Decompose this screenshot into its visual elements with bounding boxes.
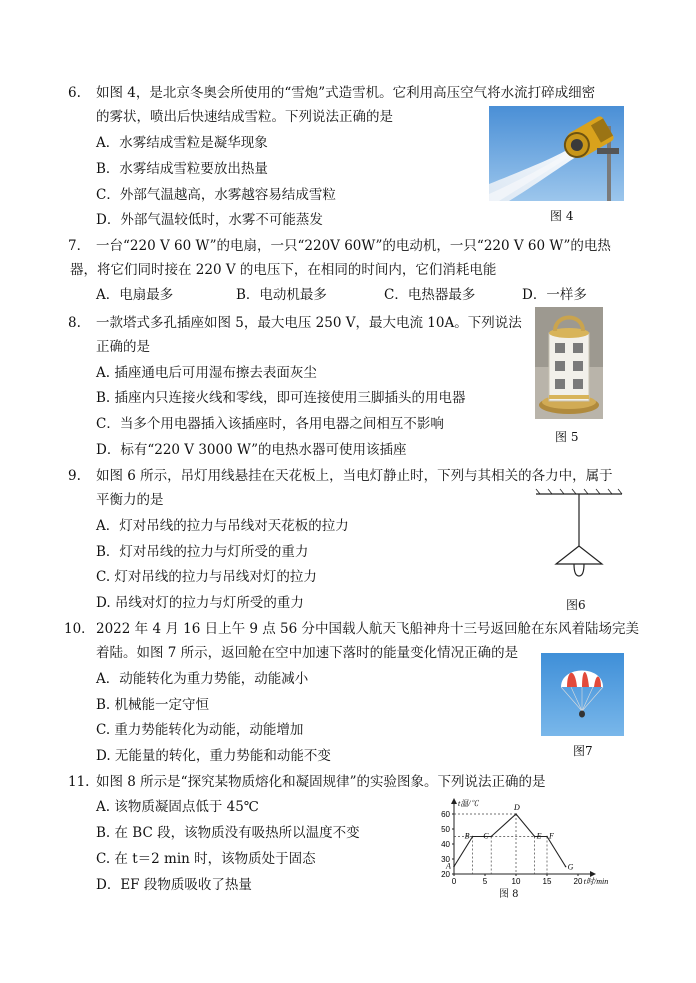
x-tick-label: 0: [451, 877, 457, 886]
series-point: [472, 836, 474, 838]
q11-stem-line-1: 如图 8 所示是“探究某物质熔化和凝固规律”的实验图象。下列说法正确的是: [96, 774, 546, 790]
y-tick-label: 40: [441, 840, 450, 849]
q9-number: 9.: [68, 468, 81, 484]
point-label: E: [536, 831, 542, 841]
q10-stem-line-2: 着陆。如图 7 所示，返回舱在空中加速下落时的能量变化情况正确的是: [96, 645, 519, 661]
x-tick-label: 20: [573, 877, 583, 886]
y-axis-arrow: [451, 798, 457, 804]
figure-5-caption: 图 5: [555, 430, 579, 444]
q9-option-b: B．灯对吊线的拉力与灯所受的重力: [96, 544, 309, 560]
y-axis-label: t温/℃: [458, 799, 479, 808]
y-tick-label: 60: [441, 810, 450, 819]
q6-stem-line-2: 的雾状，喷出后快速结成雪粒。下列说法正确的是: [96, 109, 393, 125]
q6-option-d: D．外部气温较低时，水雾不可能蒸发: [96, 212, 323, 228]
x-tick-label: 10: [511, 877, 521, 886]
figure-4-caption: 图 4: [550, 209, 574, 223]
figure-7-caption: 图7: [573, 744, 593, 758]
q6-stem-line-1: 如图 4，是北京冬奥会所使用的“雪炮”式造雪机。它利用高压空气将水流打碎成细密: [96, 85, 596, 101]
series-point: [546, 836, 548, 838]
q7-option-d: D．一样多: [522, 287, 587, 303]
figure-8-caption: 图 8: [499, 889, 519, 900]
y-tick-label: 20: [441, 870, 450, 879]
q11-option-c: C. 在 t＝2 min 时，该物质处于固态: [96, 851, 316, 867]
q6-number: 6.: [68, 85, 81, 101]
q9-option-a: A．灯对吊线的拉力与吊线对天花板的拉力: [96, 518, 349, 534]
x-tick-label: 15: [542, 877, 552, 886]
q7-number: 7．: [68, 238, 91, 254]
q8-stem-line-2: 正确的是: [96, 339, 150, 355]
q7-option-b: B．电动机最多: [236, 287, 327, 303]
q9-stem-line-1: 如图 6 所示，吊灯用线悬挂在天花板上，当电灯静止时，下列与其相关的各力中，属于: [96, 468, 613, 484]
q9-option-d: D. 吊线对灯的拉力与灯所受的重力: [96, 595, 304, 611]
q7-stem-line-1: 一台“220 V 60 W”的电扇，一只“220V 60W”的电动机，一只“220 V 60 W”的电热: [96, 238, 611, 254]
series-point: [515, 813, 517, 815]
q11-option-a: A. 该物质凝固点低于 45℃: [96, 799, 259, 815]
q7-option-a: A．电扇最多: [96, 287, 174, 303]
q9-stem-line-2: 平衡力的是: [96, 492, 164, 508]
point-label: A: [446, 861, 451, 871]
series-point: [453, 866, 455, 868]
q10-number: 10．: [64, 621, 95, 637]
q10-option-c: C. 重力势能转化为动能，动能增加: [96, 722, 304, 738]
point-label: G: [567, 862, 574, 872]
point-label: F: [549, 831, 554, 841]
figure-7-parachute-capsule-photo: [541, 653, 624, 736]
series-point: [565, 866, 567, 868]
q9-option-c: C. 灯对吊线的拉力与吊线对灯的拉力: [96, 569, 317, 585]
figure-6-hanging-lamp-diagram: [532, 488, 626, 588]
series-point: [534, 836, 536, 838]
q11-option-b: B. 在 BC 段，该物质没有吸热所以温度不变: [96, 825, 360, 841]
figure-8-temperature-time-chart: [430, 786, 610, 888]
q10-option-b: B. 机械能一定守恒: [96, 697, 210, 713]
figure-5-tower-socket-photo: [535, 307, 603, 419]
point-label: B: [464, 831, 470, 841]
q6-option-b: B．水雾结成雪粒要放出热量: [96, 161, 268, 177]
x-tick-label: 5: [482, 877, 488, 886]
q8-number: 8.: [68, 315, 81, 331]
q10-stem-line-1: 2022 年 4 月 16 日上午 9 点 56 分中国载人航天飞船神舟十三号返回舱在东风着陆场完美: [96, 621, 640, 637]
q6-option-a: A．水雾结成雪粒是凝华现象: [96, 135, 268, 151]
y-tick-label: 30: [441, 855, 450, 864]
q8-option-a: A. 插座通电后可用湿布擦去表面灰尘: [96, 365, 317, 381]
q11-option-d: D．EF 段物质吸收了热量: [96, 877, 252, 893]
q8-option-d: D．标有“220 V 3000 W”的电热水器可使用该插座: [96, 442, 407, 458]
q6-option-c: C．外部气温越高，水雾越容易结成雪粒: [96, 187, 336, 203]
q8-option-b: B. 插座内只连接火线和零线，即可连接使用三脚插头的用电器: [96, 390, 466, 406]
point-label: C: [483, 831, 489, 841]
q8-option-c: C．当多个用电器插入该插座时，各用电器之间相互不影响: [96, 416, 444, 432]
q8-stem-line-1: 一款塔式多孔插座如图 5，最大电压 250 V，最大电流 10A。下列说法: [96, 315, 522, 331]
figure-4-snow-cannon-photo: [489, 106, 624, 201]
y-tick-label: 50: [441, 825, 450, 834]
point-label: D: [514, 803, 520, 812]
q7-option-c: C．电热器最多: [384, 287, 476, 303]
q11-number: 11.: [68, 774, 90, 790]
x-axis-label: t时/min: [583, 877, 609, 886]
q7-stem-line-2: 器，将它们同时接在 220 V 的电压下，在相同的时间内，它们消耗电能: [70, 262, 497, 278]
series-point: [490, 836, 492, 838]
q10-option-a: A．动能转化为重力势能，动能减小: [96, 671, 309, 687]
q10-option-d: D. 无能量的转化，重力势能和动能不变: [96, 748, 331, 764]
figure-6-caption: 图6: [566, 598, 586, 612]
